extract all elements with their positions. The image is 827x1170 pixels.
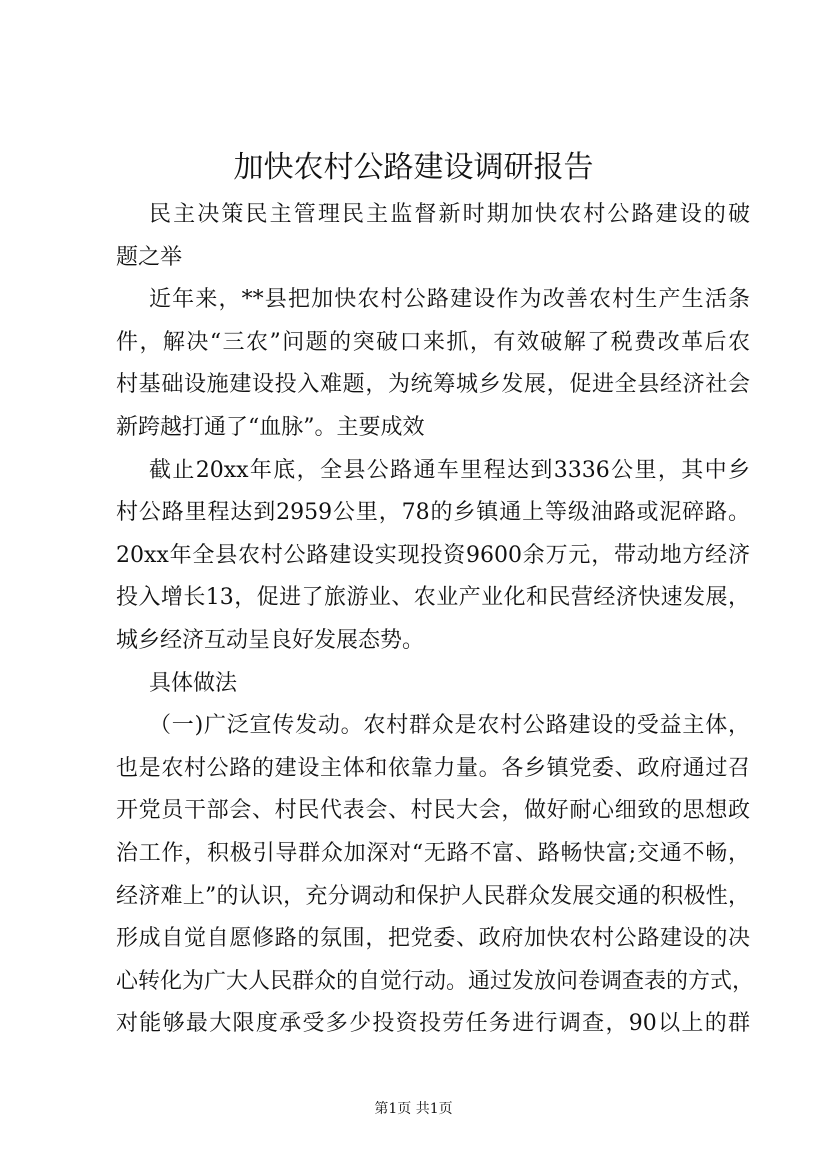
paragraph-line: 新跨越打通了“血脉”。主要成效 [116, 414, 425, 440]
paragraph-line: 也是农村公路的建设主体和依靠力量。各乡镇党委、政府通过召 [116, 755, 750, 781]
paragraph-line: （一)广泛宣传发动。农村群众是农村公路建设的受益主体， [149, 713, 750, 739]
paragraph-line: 投入增长13，促进了旅游业、农业产业化和民营经济快速发展， [116, 585, 750, 611]
paragraph-line: 城乡经济互动呈良好发展态势。 [116, 627, 425, 653]
page-footer: 第1页 共1页 [374, 1101, 453, 1117]
paragraph-line: 对能够最大限度承受多少投资投劳任务进行调查，90以上的群 [116, 1011, 750, 1037]
document-title: 加快农村公路建设调研报告 [233, 150, 594, 185]
paragraph-line: 题之举 [116, 244, 183, 270]
paragraph-line: 开党员干部会、村民代表会、村民大会，做好耐心细致的思想政 [116, 798, 750, 824]
paragraph-line: 20xx年全县农村公路建设实现投资9600余万元，带动地方经济 [116, 542, 750, 568]
document-body [116, 194, 755, 1046]
paragraph-line: 治工作，积极引导群众加深对“无路不富、路畅快富;交通不畅， [116, 840, 750, 866]
paragraph-line: 形成自觉自愿修路的氛围，把党委、政府加快农村公路建设的决 [116, 926, 750, 952]
paragraph-line: 件，解决“三农”问题的突破口来抓，有效破解了税费改革后农 [116, 329, 750, 355]
paragraph-line: 村公路里程达到2959公里，78的乡镇通上等级油路或泥碎路。 [116, 500, 750, 526]
paragraph-line: 经济难上”的认识，充分调动和保护人民群众发展交通的积极性， [116, 883, 750, 909]
paragraph-line: 心转化为广大人民群众的自觉行动。通过发放问卷调查表的方式， [116, 968, 755, 994]
section-heading: 具体做法 [149, 670, 238, 696]
paragraph-line: 截止20xx年底，全县公路通车里程达到3336公里，其中乡 [149, 457, 750, 483]
paragraph-line: 民主决策民主管理民主监督新时期加快农村公路建设的破 [149, 202, 750, 227]
paragraph-line: 近年来，**县把加快农村公路建设作为改善农村生产生活条 [149, 287, 750, 313]
paragraph-line: 村基础设施建设投入难题，为统筹城乡发展，促进全县经济社会 [116, 372, 750, 398]
